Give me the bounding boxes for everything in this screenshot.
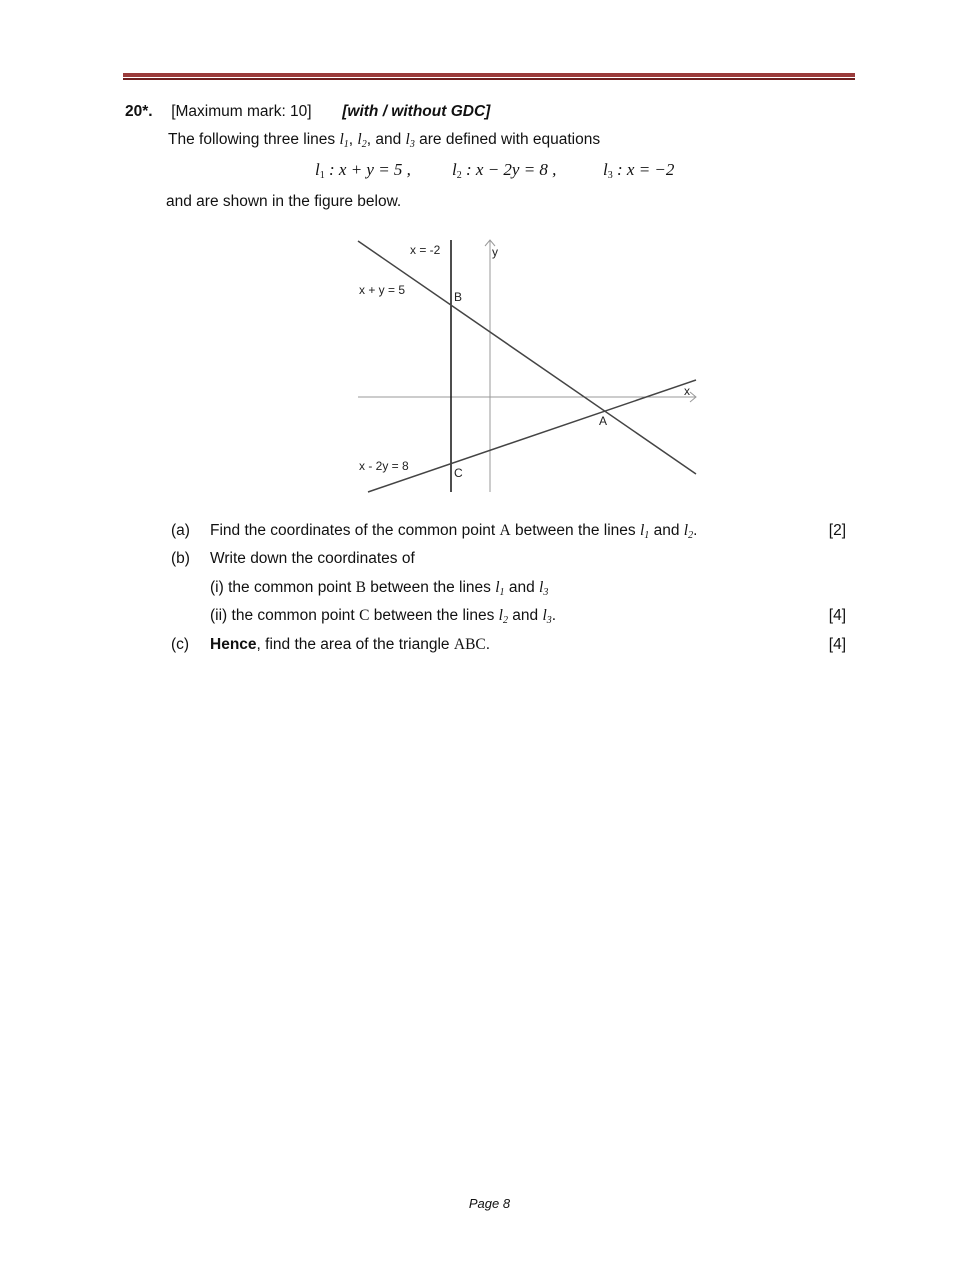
label-y-axis: y — [492, 245, 498, 259]
label-l1: x + y = 5 — [359, 283, 406, 297]
intro-text: The following three lines $l_1$, $l_2$, and $l_3$ are defined with equations — [168, 131, 601, 150]
label-x-eq-minus-2: x = -2 — [410, 243, 441, 257]
label-x-axis: x — [684, 384, 690, 398]
part-c-text: Hence, find the area of the triangle ABC. — [210, 636, 491, 653]
label-l2: x - 2y = 8 — [359, 459, 409, 473]
line-l1-name: $l_1$ — [339, 131, 349, 150]
equation-l2: $l_2$ : x − 2y = 8 , — [452, 160, 557, 181]
part-a-text: Find the coordinates of the common point A between the lines $l_1$ and $l_2$. — [210, 522, 698, 541]
lines-figure — [340, 232, 710, 498]
max-mark: [Maximum mark: 10] — [171, 103, 312, 120]
equation-l3: $l_3$ : x = −2 — [603, 160, 675, 181]
label-point-b: B — [454, 290, 463, 304]
line-l1 — [358, 241, 696, 474]
calculator-note: [with / without GDC] — [342, 103, 491, 120]
part-a-mark: [2] — [828, 522, 846, 539]
page-number: Page 8 — [468, 1196, 511, 1211]
label-point-c: C — [454, 466, 463, 480]
equation-l1: $l_1$ : x + y = 5 , — [315, 160, 411, 181]
part-b-i-text: (i) the common point B between the lines $l_1$ and $l_3$ — [210, 579, 549, 598]
figure-caption: and are shown in the figure below. — [166, 193, 402, 210]
question-header — [125, 103, 490, 121]
header-rule — [123, 73, 855, 77]
part-b-text: Write down the coordinates of — [210, 550, 415, 567]
header-rule-underline — [123, 78, 855, 80]
line-l3-name: $l_3$ — [405, 131, 415, 150]
part-b-label: (b) — [171, 550, 190, 567]
part-c-mark: [4] — [828, 636, 846, 653]
part-b-mark: [4] — [828, 607, 846, 624]
part-b-ii-text: (ii) the common point C between the lines $l_2$ and $l_3$. — [210, 607, 557, 626]
line-l2-name: $l_2$ — [357, 131, 367, 150]
part-c-label: (c) — [171, 636, 190, 653]
part-a-label: (a) — [171, 522, 190, 539]
question-number: 20*. — [125, 103, 153, 120]
label-point-a: A — [599, 414, 608, 428]
